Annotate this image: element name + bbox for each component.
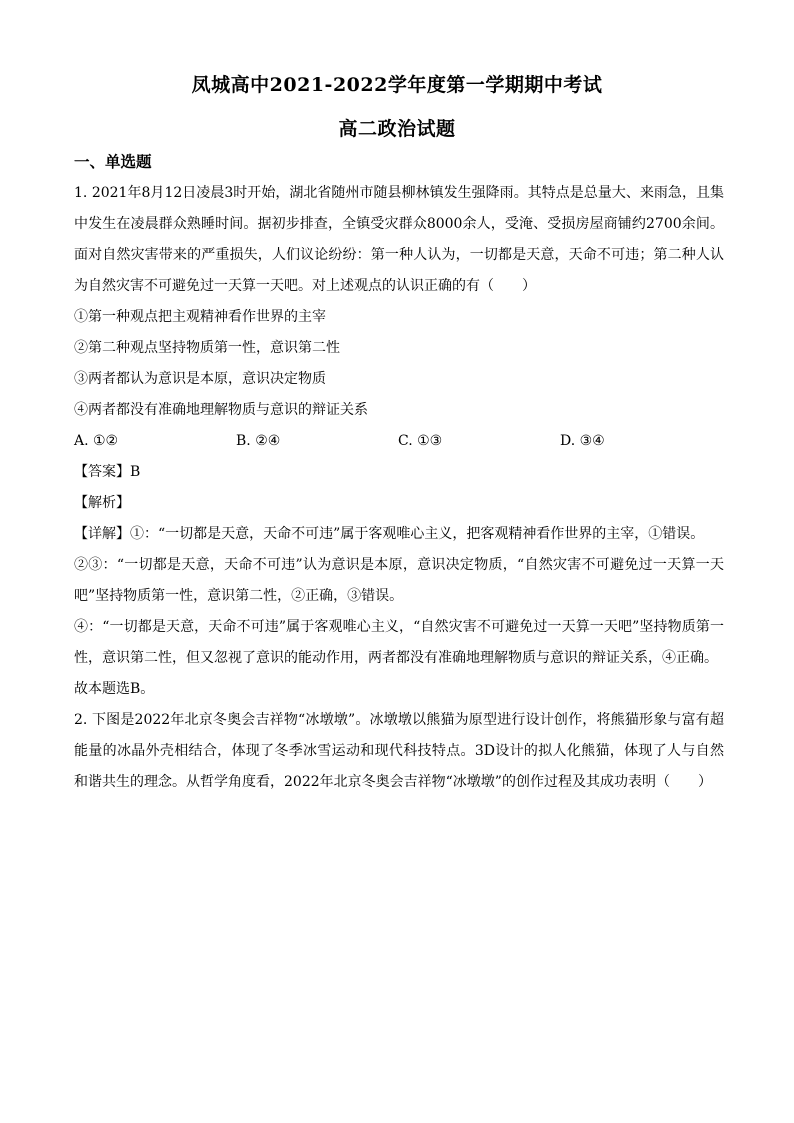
q1-statement-3: ③两者都认为意识是本原，意识决定物质 xyxy=(74,371,326,387)
q1-option-a: A. ①② xyxy=(74,433,119,449)
q1-statement-4: ④两者都没有准确地理解物质与意识的辩证关系 xyxy=(74,402,368,418)
q1-option-c: C. ①③ xyxy=(398,433,443,449)
q1-statement-1: ①第一种观点把主观精神看作世界的主宰 xyxy=(74,309,326,325)
q1-option-b: B. ②④ xyxy=(236,433,281,449)
q1-options xyxy=(74,426,724,457)
q1-option-d: D. ③④ xyxy=(560,433,605,449)
q1-stem: 1. 2021年8月12日凌晨3时开始，湖北省随州市随县柳林镇发生强降雨。其特点是总量大、来雨急，且集中发生在凌晨群众熟睡时间。据初步排查，全镇受灾群众8000余人，受淹、受损房屋商铺约2700余间。面对自然灾害带来的严重损失，人们议论纷纷：第一种人认为，一切都是天意，天命不可违；第二种人认为自然灾害不可避免过一天算一天吧。对上述观点的认识正确的有（ ） xyxy=(74,185,724,294)
exam-title: 凤城高中2021-2022学年度第一学期期中考试 xyxy=(191,74,603,96)
section-title: 一、单选题 xyxy=(74,152,152,171)
q1-answer: 【答案】B xyxy=(74,464,141,480)
q1-detail-1: 【详解】①：“一切都是天意，天命不可违”属于客观唯心主义，把客观精神看作世界的主宰，①错误。 xyxy=(74,526,705,542)
question-body xyxy=(74,178,724,798)
q2-stem: 2. 下图是2022年北京冬奥会吉祥物“冰墩墩”。冰墩墩以熊猫为原型进行设计创作，将熊猫形象与富有超能量的冰晶外壳相结合，体现了冬季冰雪运动和现代科技特点。3D设计的拟人化熊猫，体现了人与自然和谐共生的理念。从哲学角度看，2022年北京冬奥会吉祥物“冰墩墩”的创作过程及其成功表明（ ） xyxy=(74,712,724,790)
q1-detail-3: ④：“一切都是天意，天命不可违”属于客观唯心主义，“自然灾害不可避免过一天算一天吧”坚持物质第一性，意识第二性，但又忽视了意识的能动作用，两者都没有准确地理解物质与意识的辩证关系，④正确。 xyxy=(74,619,724,666)
exam-subtitle: 高二政治试题 xyxy=(338,118,456,140)
q1-detail-2: ②③：“一切都是天意，天命不可违”认为意识是本原，意识决定物质，“自然灾害不可避免过一天算一天吧”坚持物质第一性，意识第二性，②正确，③错误。 xyxy=(74,557,724,604)
q1-statement-2: ②第二种观点坚持物质第一性，意识第二性 xyxy=(74,340,340,356)
q1-analysis-label: 【解析】 xyxy=(74,495,130,511)
q1-conclusion: 故本题选B。 xyxy=(74,681,155,697)
